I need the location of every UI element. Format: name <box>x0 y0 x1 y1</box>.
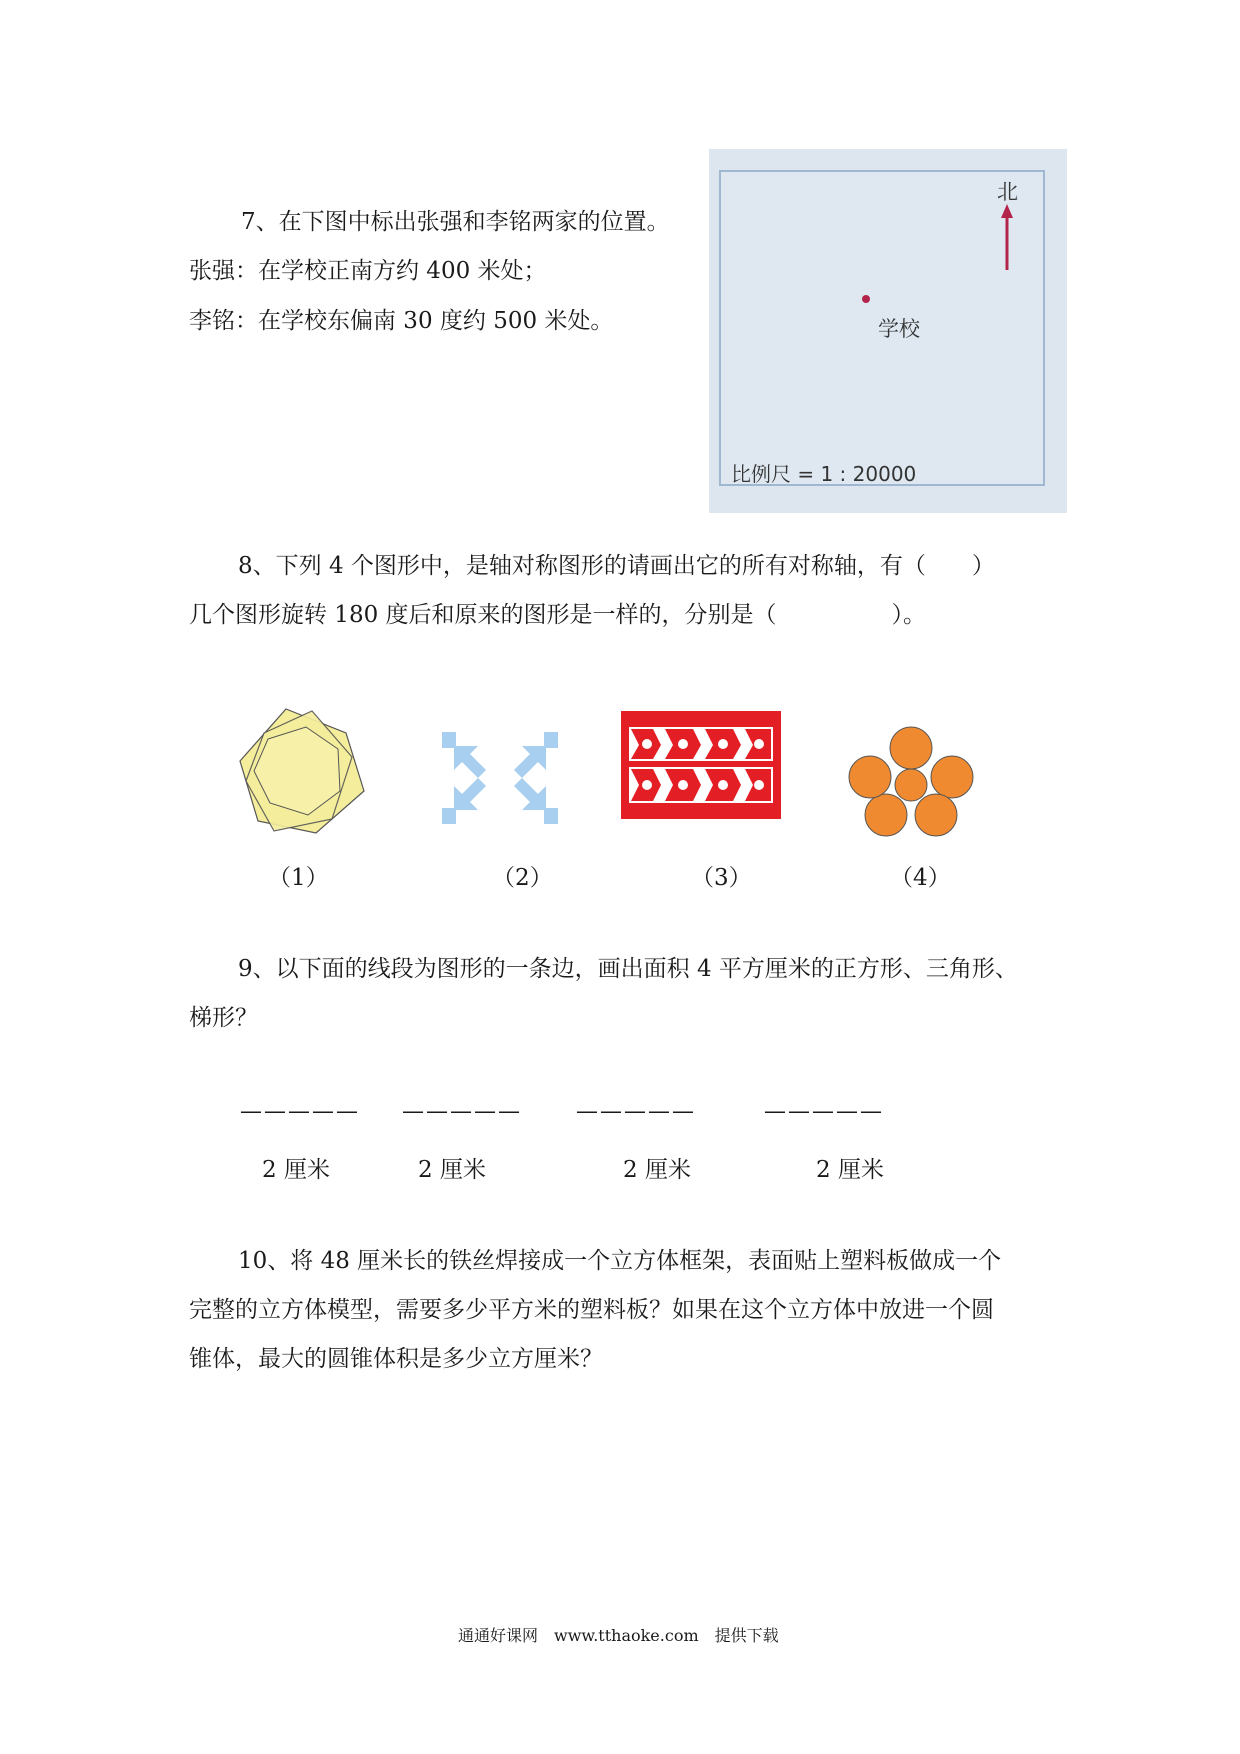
segment-3: ————— <box>576 1099 696 1124</box>
figure-2-label: （2） <box>492 865 553 891</box>
school-dot-icon <box>860 293 872 305</box>
figure-3-label: （3） <box>691 865 752 891</box>
q10-line-2: 完整的立方体模型，需要多少平方米的塑料板？如果在这个立方体中放进一个圆 <box>189 1297 994 1323</box>
q7-map <box>709 149 1067 513</box>
length-label-3: 2 厘米 <box>623 1157 691 1183</box>
q7-line-liming: 李铭：在学校东偏南 30 度约 500 米处。 <box>189 308 614 334</box>
q7-title: 7、在下图中标出张强和李铭两家的位置。 <box>241 209 670 235</box>
school-label: 学校 <box>878 317 920 341</box>
figure-1-label: （1） <box>268 865 329 891</box>
arrows-icon <box>430 722 570 834</box>
scale-label: 比例尺 = 1 : 20000 <box>731 462 917 486</box>
flower-circles-icon <box>846 723 976 837</box>
q8-line-2: 几个图形旋转 180 度后和原来的图形是一样的，分别是（ ）。 <box>189 602 927 628</box>
segment-4: ————— <box>764 1099 884 1124</box>
q9-line-2: 梯形？ <box>189 1005 258 1031</box>
length-label-4: 2 厘米 <box>816 1157 884 1183</box>
q10-line-3: 锥体，最大的圆锥体积是多少立方厘米？ <box>189 1346 603 1372</box>
footer-source: 通通好课网 www.tthaoke.com 提供下载 <box>458 1626 779 1645</box>
q7-map-frame <box>719 170 1045 486</box>
segment-2: ————— <box>402 1099 522 1124</box>
north-arrow-icon <box>997 202 1017 272</box>
star-polygon-icon <box>236 705 368 839</box>
figure-4-label: （4） <box>890 865 951 891</box>
q8-line-1: 8、下列 4 个图形中，是轴对称图形的请画出它的所有对称轴，有（ ） <box>238 553 995 579</box>
paper-cut-pattern-icon <box>621 711 781 819</box>
north-label: 北 <box>997 180 1018 204</box>
q9-line-1: 9、以下面的线段为图形的一条边，画出面积 4 平方厘米的正方形、三角形、 <box>238 956 1018 982</box>
segment-1: ————— <box>240 1099 360 1124</box>
length-label-1: 2 厘米 <box>262 1157 330 1183</box>
q10-line-1: 10、将 48 厘米长的铁丝焊接成一个立方体框架，表面贴上塑料板做成一个 <box>238 1248 1002 1274</box>
length-label-2: 2 厘米 <box>418 1157 486 1183</box>
q7-line-zhangqiang: 张强：在学校正南方约 400 米处； <box>189 258 547 284</box>
